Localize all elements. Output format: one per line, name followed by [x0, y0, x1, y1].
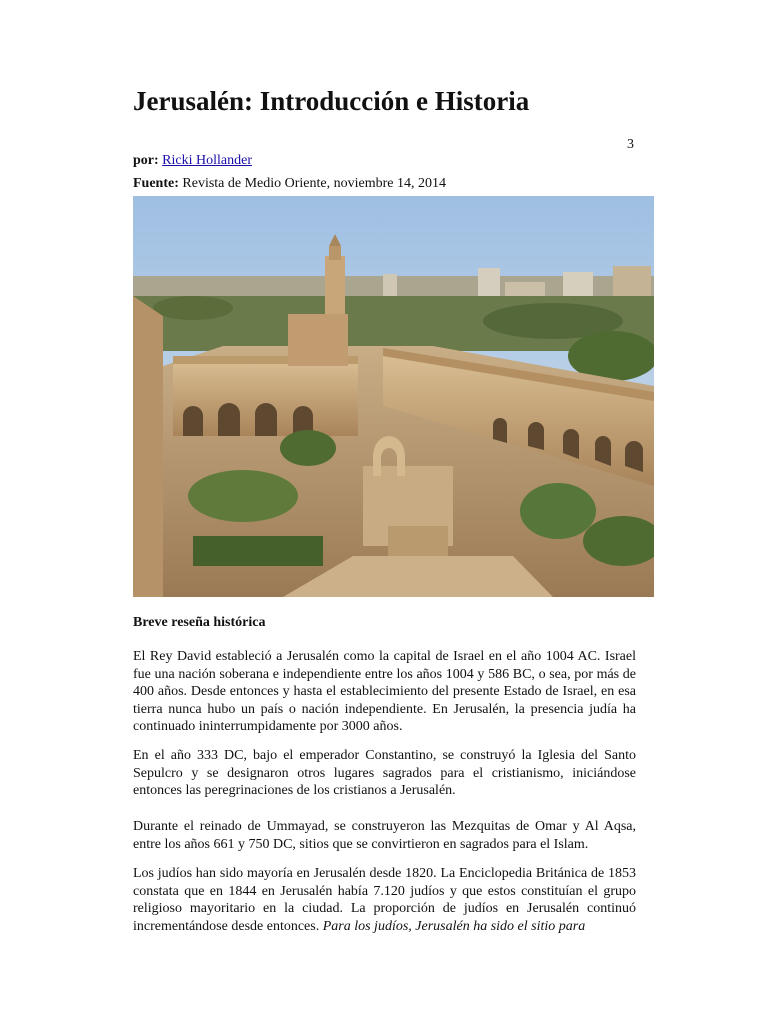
section-heading: Breve reseña histórica: [133, 615, 266, 630]
author-link[interactable]: Ricki Hollander: [162, 153, 252, 168]
source-label: Fuente:: [133, 176, 179, 191]
author-line: [133, 153, 252, 169]
source-line: [133, 176, 446, 192]
author-label: por:: [133, 153, 159, 168]
jerusalem-citadel-photo: [133, 196, 654, 597]
source-text: Revista de Medio Oriente, noviembre 14, 2014: [182, 176, 446, 191]
paragraph-4-italic: Para los judíos, Jerusalén ha sido el sitio para: [322, 918, 586, 934]
photo-illustration: [133, 196, 654, 597]
paragraph-3: Durante el reinado de Ummayad, se construyeron las Mezquitas de Omar y Al Aqsa, entre los años 661 y 750 DC, sitios que se convirtieron en sagrados para el Islam.: [133, 819, 636, 852]
paragraph-4: [133, 865, 636, 935]
page-title: Jerusalén: Introducción e Historia: [133, 86, 530, 116]
paragraph-2: En el año 333 DC, bajo el emperador Constantino, se construyó la Iglesia del Santo Sepulcro y se designaron otros lugares sagrados para el cristianismo, iniciándose entonces las peregrinaciones de los cristianos a Jerusalén.: [133, 748, 636, 799]
paragraph-4-text: Los judíos han sido mayoría en Jerusalén desde 1820. La Enciclopedia Británica de 1853 constata que en 1844 en Jerusalén había 7.120 judíos y que estos constituían el grupo religioso mayoritario en la ciudad. La proporción de judíos en Jerusalén continuó incrementándose desde entonces.: [133, 866, 636, 934]
paragraph-1: El Rey David estableció a Jerusalén como la capital de Israel en el año 1004 AC. Israel fue una nación soberana e independiente entre los años 1004 y 586 BC, o sea, por más de 400 años. Desde entonces y hasta el establecimiento del presente Estado de Israel, en esa tierra nunca hubo un país o nación independiente. En Jerusalén, la presencia judía ha continuado ininterrumpidamente por 3000 años.: [133, 649, 636, 735]
page-number: 3: [627, 137, 634, 152]
